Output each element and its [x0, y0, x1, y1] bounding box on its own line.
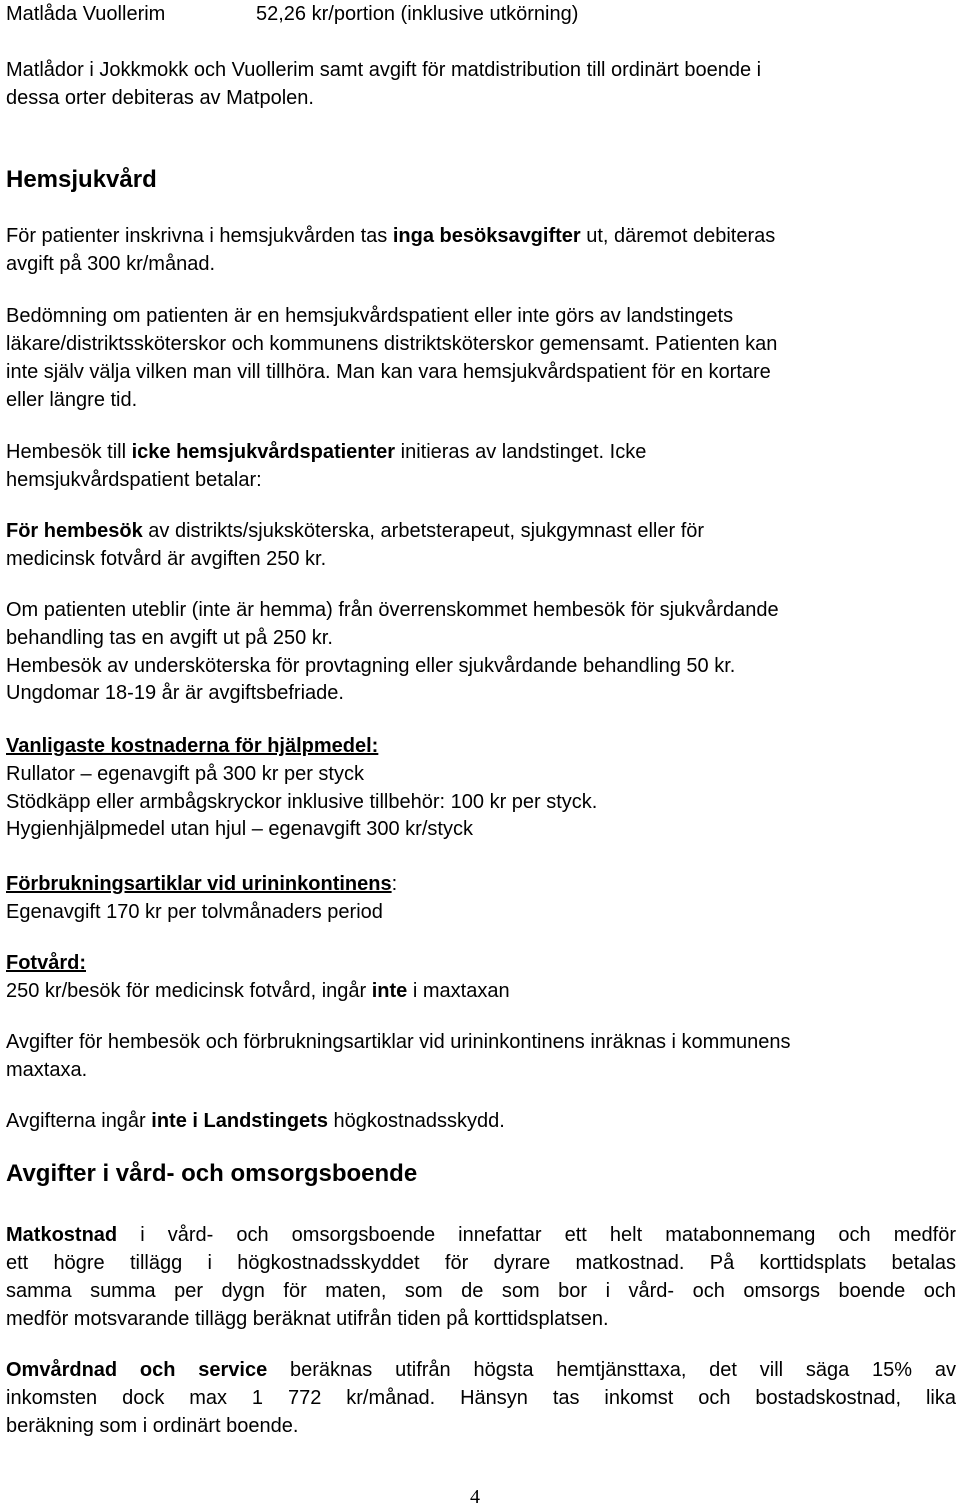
text-run: Avgifterna ingår	[6, 1110, 152, 1132]
hjalpmedel-item-2: Stödkäpp eller armbågskryckor inklusive tillbehör: 100 kr per styck.	[6, 791, 598, 813]
text-run: beräknas utifrån högsta hemtjänsttaxa, det vill säga 15% av	[267, 1359, 956, 1381]
forbrukning-heading-row	[6, 870, 956, 898]
bold-run: Matkostnad	[6, 1224, 118, 1246]
vardboende-p1-line2: ett högre tillägg i högkostnadsskyddet för dyrare matkostnad. På korttidsplats betalas	[6, 1252, 956, 1274]
hemsjukvard-p2-line2: läkare/distriktssköterskor och kommunens distriktsköterskor gemensamt. Patienten kan	[6, 333, 778, 355]
maxtaxa-note-line1: Avgifter för hembesök och förbrukningsartiklar vid urininkontinens inräknas i kommunens	[6, 1031, 791, 1053]
text-run: av distrikts/sjuksköterska, arbetsterapeut, sjukgymnast eller för	[142, 520, 705, 542]
hogkostnad-note	[6, 1107, 956, 1135]
bold-run: inte	[371, 980, 408, 1002]
matlador-note-line2: dessa orter debiteras av Matpolen.	[6, 87, 314, 109]
matlada-price: 52,26 kr/portion (inklusive utkörning)	[256, 3, 579, 25]
vardboende-p1-line3: samma summa per dygn för maten, som de som bor i vård- och omsorgs boende och	[6, 1280, 956, 1302]
text-run: initieras av landstinget. Icke	[395, 441, 647, 463]
vardboende-p2-line3: beräkning som i ordinärt boende.	[6, 1415, 299, 1437]
forbrukning-text: Egenavgift 170 kr per tolvmånaders period	[6, 901, 383, 923]
forbrukning-heading: Förbrukningsartiklar vid urininkontinens	[6, 873, 392, 895]
hjalpmedel-item-1: Rullator – egenavgift på 300 kr per styck	[6, 763, 364, 785]
fotvard-heading: Fotvård:	[6, 952, 86, 974]
hemsjukvard-p5-line2: behandling tas en avgift ut på 250 kr.	[6, 627, 333, 649]
hemsjukvard-p4-line1	[6, 517, 956, 545]
hemsjukvard-p2-line3: inte själv välja vilken man vill tillhöra. Man kan vara hemsjukvårdspatient för en kortare	[6, 361, 771, 383]
hemsjukvard-p5-line1: Om patienten uteblir (inte är hemma) från överrenskommet hembesök för sjukvårdande	[6, 599, 779, 621]
text-run: i maxtaxan	[407, 980, 510, 1002]
hemsjukvard-p1-line2: avgift på 300 kr/månad.	[6, 253, 216, 275]
vardboende-p1-line1	[6, 1221, 956, 1249]
text-run: ut, däremot debiteras	[580, 225, 776, 247]
hjalpmedel-heading: Vanligaste kostnaderna för hjälpmedel:	[6, 735, 379, 757]
fotvard-text	[6, 977, 956, 1005]
hemsjukvard-p4-line2: medicinsk fotvård är avgiften 250 kr.	[6, 548, 327, 570]
text-run: Hembesök till	[6, 441, 132, 463]
text-run: högkostnadsskydd.	[327, 1110, 505, 1132]
text-run: 250 kr/besök för medicinsk fotvård, ingår	[6, 980, 372, 1002]
bold-run: inga besöksavgifter	[392, 225, 581, 247]
vardboende-heading: Avgifter i vård- och omsorgsboende	[6, 1160, 418, 1187]
text-run: För patienter inskrivna i hemsjukvården tas	[6, 225, 393, 247]
hemsjukvard-p3-line2: hemsjukvårdspatient betalar:	[6, 469, 262, 491]
text-run: i vård- och omsorgsboende innefattar ett helt matabonnemang och medför	[117, 1224, 956, 1246]
matlador-note-line1: Matlådor i Jokkmokk och Vuollerim samt avgift för matdistribution till ordinärt boende i	[6, 59, 762, 81]
vardboende-p1-line4: medför motsvarande tillägg beräknat utifrån tiden på korttidsplatsen.	[6, 1308, 609, 1330]
hemsjukvard-p3-line1	[6, 438, 956, 466]
hemsjukvard-p1-line1	[6, 222, 956, 250]
bold-run: För hembesök	[6, 520, 143, 542]
hemsjukvard-p5-line3: Hembesök av undersköterska för provtagning eller sjukvårdande behandling 50 kr.	[6, 655, 736, 677]
vardboende-p2-line2: inkomsten dock max 1 772 kr/månad. Hänsyn tas inkomst och bostadskostnad, lika	[6, 1387, 956, 1409]
matlada-label: Matlåda Vuollerim	[6, 3, 166, 25]
hjalpmedel-item-3: Hygienhjälpmedel utan hjul – egenavgift 300 kr/styck	[6, 818, 473, 840]
bold-run: Omvårdnad och service	[6, 1359, 268, 1381]
bold-run: inte i Landstingets	[151, 1110, 328, 1132]
hemsjukvard-heading: Hemsjukvård	[6, 166, 157, 193]
maxtaxa-note-line2: maxtaxa.	[6, 1059, 88, 1081]
hemsjukvard-p2-line1: Bedömning om patienten är en hemsjukvårdspatient eller inte görs av landstingets	[6, 305, 734, 327]
page-number: 4	[470, 1486, 480, 1508]
bold-run: icke hemsjukvårdspatienter	[131, 441, 396, 463]
matlada-row	[6, 0, 956, 28]
hemsjukvard-p5-line4: Ungdomar 18-19 år är avgiftsbefriade.	[6, 682, 344, 704]
hemsjukvard-p2-line4: eller längre tid.	[6, 389, 138, 411]
text-run: :	[391, 873, 398, 895]
vardboende-p2-line1	[6, 1356, 956, 1384]
